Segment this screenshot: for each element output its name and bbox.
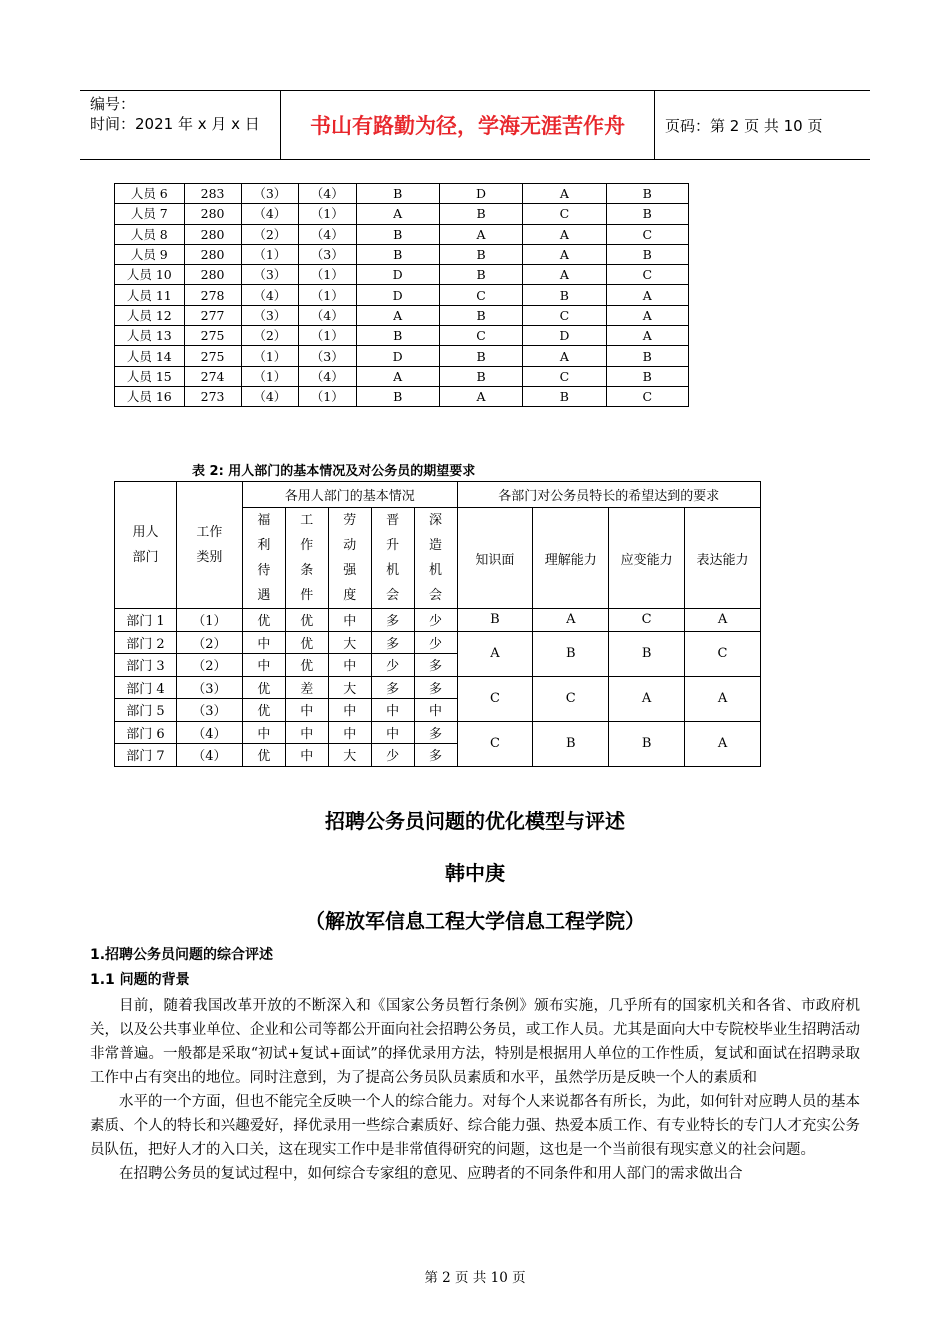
table-cell: 中 <box>242 654 285 677</box>
table-cell: （4） <box>241 285 298 305</box>
header-basic-col <box>242 508 285 609</box>
section-heading-1-1: 1.1 问题的背景 <box>90 972 190 988</box>
department-table <box>114 481 761 767</box>
table-cell: （1） <box>299 386 356 406</box>
header-char: 深 <box>429 513 443 528</box>
table-cell: B <box>457 609 533 632</box>
table-cell: 277 <box>184 305 241 325</box>
table-cell: （2） <box>176 654 242 677</box>
table-cell: 部门 1 <box>115 609 177 632</box>
table-cell: 275 <box>184 326 241 346</box>
table-cell: 多 <box>371 609 414 632</box>
table-cell: （4） <box>299 305 356 325</box>
header-expect-col: 理解能力 <box>533 508 609 609</box>
header-char: 会 <box>429 588 443 603</box>
table-row <box>115 204 689 224</box>
table-cell: 280 <box>184 224 241 244</box>
header-expect-col: 表达能力 <box>685 508 761 609</box>
header-expect: 各部门对公务员特长的希望达到的要求 <box>457 482 760 508</box>
table-cell: 大 <box>328 676 371 699</box>
page-footer: 第 2 页 共 10 页 <box>424 1270 526 1286</box>
table-cell: A <box>685 721 761 766</box>
table-cell: B <box>606 366 688 386</box>
header-char: 作 <box>300 538 314 553</box>
header-basic-col <box>328 508 371 609</box>
table-cell: 280 <box>184 244 241 264</box>
header-basic-col <box>285 508 328 609</box>
table-row <box>115 326 689 346</box>
table-cell: 优 <box>242 699 285 722</box>
table-row <box>115 244 689 264</box>
header-char: 待 <box>257 563 271 578</box>
table-cell: （3） <box>176 676 242 699</box>
header-char: 升 <box>386 538 400 553</box>
table-cell: 人员 8 <box>115 224 185 244</box>
table-cell: 部门 6 <box>115 721 177 744</box>
section-heading-1: 1.招聘公务员问题的综合评述 <box>90 947 274 963</box>
header-basic-col <box>371 508 414 609</box>
table-cell: （3） <box>241 265 298 285</box>
header-basic: 各用人部门的基本情况 <box>242 482 457 508</box>
table-cell: （1） <box>241 346 298 366</box>
table-cell: （1） <box>299 285 356 305</box>
table-cell: 人员 9 <box>115 244 185 264</box>
table-cell: 中 <box>371 699 414 722</box>
header-char: 动 <box>343 538 357 553</box>
header-basic-col <box>414 508 457 609</box>
number-label: 编号： <box>90 95 136 113</box>
table-cell: （2） <box>241 224 298 244</box>
header-char: 造 <box>429 538 443 553</box>
header-char: 条 <box>300 563 314 578</box>
paragraph: 水平的一个方面，但也不能完全反映一个人的综合能力。对每个人来说都各有所长，为此，如何针对应聘人员的基本素质、个人的特长和兴趣爱好，择优录用一些综合素质好、综合能力强、热爱本质工作、有专业特长的专门人才充实公务员队伍，把好人才的入口关，这在现实工作中是非常值得研究的问题，这也是一个当前很有现实意义的社会问题。 <box>90 1094 860 1158</box>
header-meta <box>80 91 281 159</box>
table-cell: 少 <box>371 744 414 767</box>
table-cell: 人员 10 <box>115 265 185 285</box>
table-cell: A <box>523 184 606 204</box>
header-char: 福 <box>257 513 271 528</box>
header-char: 利 <box>257 538 271 553</box>
table-cell: 中 <box>328 609 371 632</box>
table-cell: C <box>685 631 761 676</box>
table-cell: 273 <box>184 386 241 406</box>
table-cell: 人员 13 <box>115 326 185 346</box>
table-cell: A <box>606 305 688 325</box>
table-cell: 部门 2 <box>115 631 177 654</box>
table-cell: C <box>439 326 522 346</box>
header-type <box>176 482 242 609</box>
table-cell: （3） <box>241 305 298 325</box>
table-cell: 少 <box>414 609 457 632</box>
table-cell: A <box>606 326 688 346</box>
table-cell: 多 <box>371 676 414 699</box>
table-cell: A <box>523 244 606 264</box>
table-cell: B <box>439 366 522 386</box>
header-char: 件 <box>300 588 314 603</box>
table-cell: D <box>356 346 439 366</box>
table-cell: 中 <box>242 721 285 744</box>
table-cell: 优 <box>242 744 285 767</box>
header-dept <box>115 482 177 609</box>
table-row <box>115 346 689 366</box>
table-cell: B <box>356 326 439 346</box>
table-row <box>115 305 689 325</box>
table-cell: B <box>606 184 688 204</box>
article-author: 韩中庚 <box>445 861 505 885</box>
table-cell: A <box>609 676 685 721</box>
header-expect-col: 应变能力 <box>609 508 685 609</box>
page-header <box>80 90 870 160</box>
table-row <box>115 265 689 285</box>
table-cell: A <box>356 366 439 386</box>
table-cell: A <box>356 204 439 224</box>
table-cell: A <box>457 631 533 676</box>
table-cell: 人员 6 <box>115 184 185 204</box>
table-cell: D <box>356 265 439 285</box>
table-cell: C <box>606 386 688 406</box>
table-cell: 多 <box>414 721 457 744</box>
table-cell: 中 <box>371 721 414 744</box>
table-cell: 中 <box>285 744 328 767</box>
table-cell: B <box>356 184 439 204</box>
table-cell: 多 <box>414 654 457 677</box>
header-dept-text: 用人部门 <box>132 525 159 565</box>
table-cell: 部门 3 <box>115 654 177 677</box>
table-cell: 部门 5 <box>115 699 177 722</box>
header-expect-col: 知识面 <box>457 508 533 609</box>
table-row <box>115 676 761 699</box>
header-char: 机 <box>429 563 443 578</box>
table-cell: （4） <box>241 386 298 406</box>
table-cell: B <box>533 631 609 676</box>
article-body <box>90 994 860 1186</box>
table-row <box>115 721 761 744</box>
table-row <box>115 285 689 305</box>
table-cell: （3） <box>176 699 242 722</box>
table-cell: B <box>606 346 688 366</box>
table-cell: 人员 12 <box>115 305 185 325</box>
table-cell: （1） <box>241 366 298 386</box>
table-cell: B <box>356 386 439 406</box>
table-cell: C <box>523 204 606 224</box>
table-cell: （4） <box>299 184 356 204</box>
header-char: 遇 <box>257 588 271 603</box>
table2-caption: 表 2: 用人部门的基本情况及对公务员的期望要求 <box>192 464 476 479</box>
header-char: 工 <box>300 513 314 528</box>
table-cell: A <box>439 224 522 244</box>
header-page-label: 页码：第 2 页 共 10 页 <box>665 116 823 135</box>
table-cell: 少 <box>414 631 457 654</box>
table-cell: 中 <box>285 721 328 744</box>
table-cell: 多 <box>414 676 457 699</box>
table-cell: 优 <box>242 676 285 699</box>
header-char: 晋 <box>386 513 400 528</box>
table-cell: C <box>457 721 533 766</box>
table-cell: B <box>439 346 522 366</box>
table-cell: A <box>685 609 761 632</box>
table-cell: 优 <box>285 609 328 632</box>
table-cell: 280 <box>184 265 241 285</box>
table-cell: 多 <box>414 744 457 767</box>
header-char: 强 <box>343 563 357 578</box>
table-cell: （4） <box>176 721 242 744</box>
header-type-text: 工作类别 <box>196 525 223 565</box>
table-row <box>115 609 761 632</box>
table-cell: B <box>439 265 522 285</box>
table-cell: A <box>606 285 688 305</box>
table-cell: 中 <box>328 721 371 744</box>
header-char: 度 <box>343 588 357 603</box>
table-cell: （1） <box>176 609 242 632</box>
paragraph: 在招聘公务员的复试过程中，如何综合专家组的意见、应聘者的不同条件和用人部门的需求做出合 <box>119 1166 743 1182</box>
table-cell: 中 <box>285 699 328 722</box>
table-row <box>115 631 761 654</box>
personnel-table <box>114 183 689 407</box>
table-cell: C <box>523 305 606 325</box>
article-affiliation: （解放军信息工程大学信息工程学院） <box>305 909 645 933</box>
table-cell: C <box>533 676 609 721</box>
table-cell: B <box>606 204 688 224</box>
table-cell: 人员 14 <box>115 346 185 366</box>
table-cell: （4） <box>176 744 242 767</box>
table-cell: 275 <box>184 346 241 366</box>
table-cell: 中 <box>328 699 371 722</box>
table-cell: A <box>685 676 761 721</box>
table-cell: C <box>457 676 533 721</box>
table-cell: B <box>523 386 606 406</box>
table-cell: （1） <box>299 326 356 346</box>
table-row <box>115 184 689 204</box>
table-cell: C <box>523 366 606 386</box>
table-cell: 274 <box>184 366 241 386</box>
table-cell: 人员 11 <box>115 285 185 305</box>
table-cell: D <box>523 326 606 346</box>
table-cell: A <box>523 346 606 366</box>
table-cell: 中 <box>414 699 457 722</box>
table-cell: B <box>439 305 522 325</box>
table-cell: 优 <box>285 654 328 677</box>
table-cell: 中 <box>328 654 371 677</box>
time-label: 时间：2021 年 x 月 x 日 <box>90 115 260 133</box>
table-cell: （2） <box>176 631 242 654</box>
table-cell: （2） <box>241 326 298 346</box>
header-motto: 书山有路勤为径，学海无涯苦作舟 <box>281 91 655 159</box>
table-cell: （3） <box>241 184 298 204</box>
table-cell: B <box>609 631 685 676</box>
table-cell: C <box>439 285 522 305</box>
table-cell: （1） <box>299 265 356 285</box>
table-row <box>115 386 689 406</box>
table-cell: （4） <box>299 366 356 386</box>
table-cell: A <box>533 609 609 632</box>
table-cell: 大 <box>328 744 371 767</box>
table-cell: 多 <box>371 631 414 654</box>
table-cell: （3） <box>299 346 356 366</box>
table-cell: B <box>533 721 609 766</box>
table-cell: （3） <box>299 244 356 264</box>
header-char: 劳 <box>343 513 357 528</box>
table-cell: B <box>439 244 522 264</box>
table-cell: 283 <box>184 184 241 204</box>
table-cell: 差 <box>285 676 328 699</box>
table-cell: A <box>439 386 522 406</box>
table-cell: B <box>606 244 688 264</box>
table-cell: B <box>356 244 439 264</box>
table-cell: D <box>439 184 522 204</box>
table-row <box>115 224 689 244</box>
table-cell: 中 <box>242 631 285 654</box>
table-cell: 278 <box>184 285 241 305</box>
header-char: 机 <box>386 563 400 578</box>
table-cell: 优 <box>242 609 285 632</box>
table-cell: 少 <box>371 654 414 677</box>
article-title: 招聘公务员问题的优化模型与评述 <box>325 809 625 833</box>
table-cell: 人员 16 <box>115 386 185 406</box>
table-cell: 人员 7 <box>115 204 185 224</box>
paragraph: 目前，随着我国改革开放的不断深入和《国家公务员暂行条例》颁布实施，几乎所有的国家机关和各省、市政府机关，以及公共事业单位、企业和公司等都公开面向社会招聘公务员，或工作人员。尤其是面向大中专院校毕业生招聘活动非常普遍。一般都是采取“初试+复试+面试”的择优录用方法，特别是根据用人单位的工作性质，复试和面试在招聘录取工作中占有突出的地位。同时注意到，为了提高公务员队员素质和水平，虽然学历是反映一个人的素质和 <box>90 998 860 1086</box>
table-cell: B <box>523 285 606 305</box>
table-cell: B <box>439 204 522 224</box>
table-cell: C <box>606 265 688 285</box>
table-cell: A <box>523 224 606 244</box>
table-cell: B <box>356 224 439 244</box>
table-cell: 大 <box>328 631 371 654</box>
header-char: 会 <box>386 588 400 603</box>
table-cell: A <box>523 265 606 285</box>
table-cell: 部门 7 <box>115 744 177 767</box>
table-cell: A <box>356 305 439 325</box>
table-cell: D <box>356 285 439 305</box>
table-cell: 部门 4 <box>115 676 177 699</box>
table-cell: C <box>609 609 685 632</box>
table-cell: B <box>609 721 685 766</box>
table-cell: （1） <box>299 204 356 224</box>
table-cell: 人员 15 <box>115 366 185 386</box>
table-row <box>115 366 689 386</box>
table-cell: （4） <box>299 224 356 244</box>
table-cell: （4） <box>241 204 298 224</box>
table-cell: 280 <box>184 204 241 224</box>
table-cell: （1） <box>241 244 298 264</box>
table-cell: C <box>606 224 688 244</box>
table-cell: 优 <box>285 631 328 654</box>
